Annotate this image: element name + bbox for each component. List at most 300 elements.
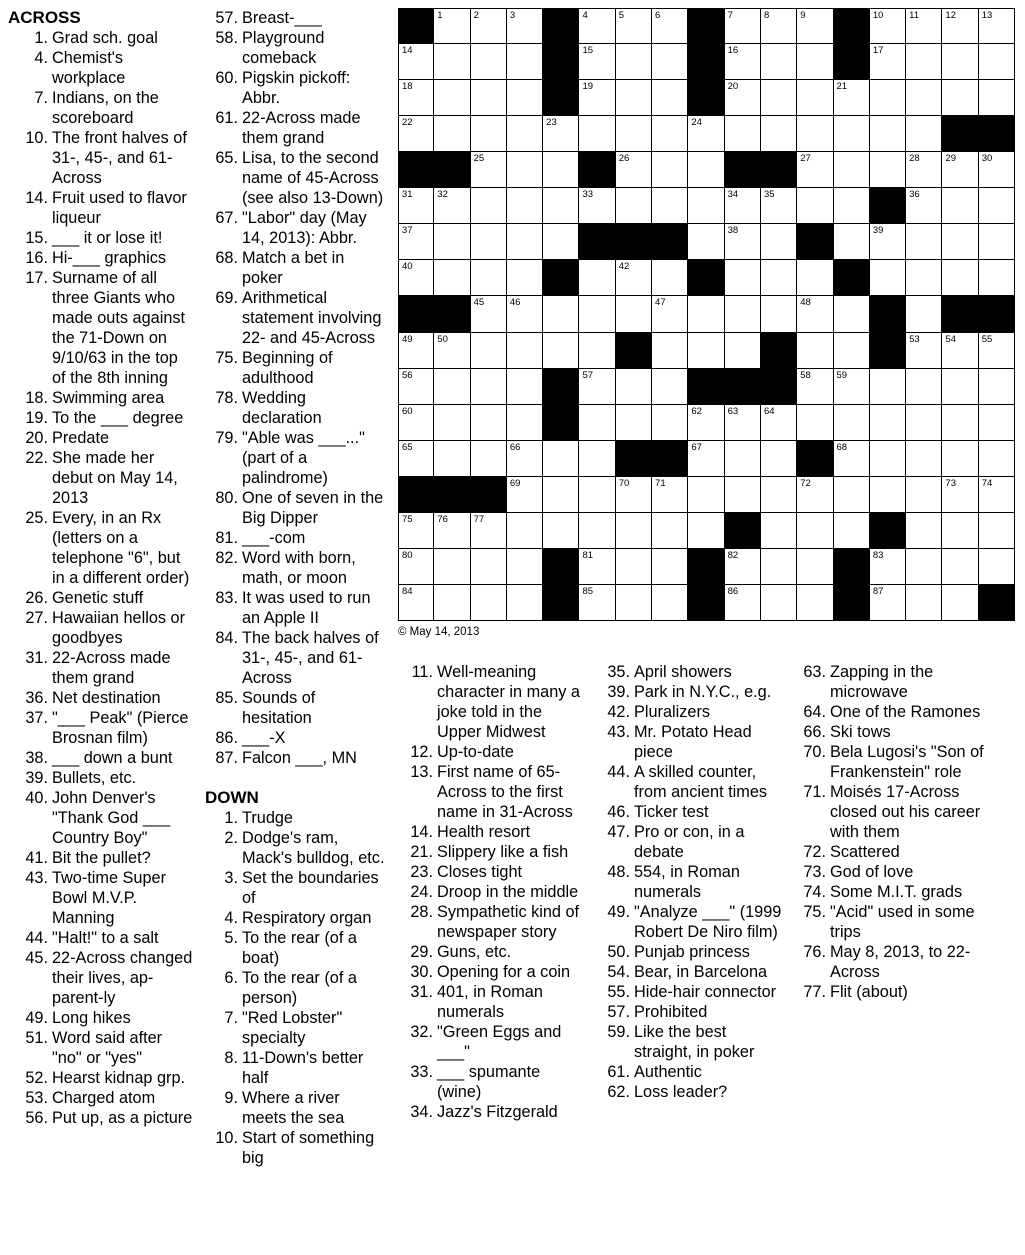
grid-cell[interactable]: [760, 584, 797, 621]
grid-cell[interactable]: [542, 187, 579, 224]
grid-cell[interactable]: [941, 259, 978, 296]
grid-cell[interactable]: [724, 259, 761, 296]
grid-cell[interactable]: [869, 368, 906, 405]
grid-cell[interactable]: [905, 512, 942, 549]
grid-cell[interactable]: [433, 332, 470, 369]
grid-cell[interactable]: [724, 404, 761, 441]
clue-item: [798, 742, 988, 782]
grid-cell[interactable]: [796, 332, 833, 369]
grid-cell[interactable]: [869, 476, 906, 513]
clue-number: 51.: [25, 1029, 48, 1047]
grid-cell[interactable]: [941, 79, 978, 116]
clue-text: Park in N.Y.C., e.g.: [634, 683, 772, 701]
grid-cell[interactable]: [433, 223, 470, 260]
grid-cell[interactable]: [506, 223, 543, 260]
clue-number: 80.: [215, 489, 238, 507]
grid-cell[interactable]: [615, 151, 652, 188]
grid-cell[interactable]: [978, 187, 1015, 224]
grid-cell[interactable]: [578, 584, 615, 621]
grid-cell[interactable]: [941, 187, 978, 224]
grid-cell[interactable]: [578, 368, 615, 405]
grid-cell[interactable]: [869, 223, 906, 260]
grid-cell[interactable]: [796, 115, 833, 152]
clue-number: 13.: [410, 763, 433, 781]
cell-number: 11: [909, 10, 919, 21]
clue-text: Lisa, to the second name of 45-Across (see also 13-Down): [242, 149, 384, 207]
grid-cell[interactable]: [615, 115, 652, 152]
grid-cell[interactable]: [796, 43, 833, 80]
cell-number: 49: [402, 333, 413, 345]
grid-cell[interactable]: [941, 332, 978, 369]
grid-cell[interactable]: [724, 8, 761, 44]
grid-cell[interactable]: [760, 187, 797, 224]
grid-cell[interactable]: [796, 187, 833, 224]
grid-cell[interactable]: [796, 151, 833, 188]
cell-number: 15: [582, 45, 594, 57]
grid-cell[interactable]: [506, 368, 543, 405]
grid-cell[interactable]: [869, 259, 906, 296]
grid-cell[interactable]: [833, 476, 870, 513]
grid-cell[interactable]: [433, 512, 470, 549]
grid-cell[interactable]: [833, 187, 870, 224]
grid-cell[interactable]: [542, 476, 579, 513]
grid-cell[interactable]: [760, 404, 797, 441]
grid-cell[interactable]: [833, 115, 870, 152]
grid-cell[interactable]: [615, 8, 652, 44]
grid-cell[interactable]: [941, 368, 978, 405]
grid-cell[interactable]: [978, 512, 1015, 549]
clue-item: [798, 842, 988, 862]
grid-cell[interactable]: [687, 512, 724, 549]
grid-cell[interactable]: [941, 43, 978, 80]
grid-cell[interactable]: [796, 476, 833, 513]
grid-cell[interactable]: [578, 332, 615, 369]
grid-cell[interactable]: [651, 115, 688, 152]
grid-cell[interactable]: [687, 440, 724, 477]
grid-cell[interactable]: [651, 295, 688, 332]
grid-cell[interactable]: [941, 223, 978, 260]
grid-cell[interactable]: [433, 368, 470, 405]
grid-cell[interactable]: [651, 151, 688, 188]
clue-item: [602, 762, 787, 802]
clue-item: [405, 942, 585, 962]
grid-cell[interactable]: [506, 187, 543, 224]
grid-cell[interactable]: [578, 440, 615, 477]
grid-cell[interactable]: [796, 404, 833, 441]
clue-item: [602, 1022, 787, 1062]
grid-cell[interactable]: [506, 332, 543, 369]
grid-cell[interactable]: [470, 332, 507, 369]
grid-cell[interactable]: [724, 295, 761, 332]
grid-cell[interactable]: [615, 404, 652, 441]
black-square: [687, 43, 724, 80]
grid-cell[interactable]: [687, 295, 724, 332]
grid-cell[interactable]: [542, 295, 579, 332]
grid-cell[interactable]: [615, 512, 652, 549]
grid-cell[interactable]: [687, 332, 724, 369]
grid-cell[interactable]: [615, 368, 652, 405]
grid-cell[interactable]: [978, 79, 1015, 116]
grid-cell[interactable]: [905, 332, 942, 369]
grid-cell[interactable]: [941, 584, 978, 621]
grid-cell[interactable]: [578, 8, 615, 44]
grid-cell[interactable]: [578, 187, 615, 224]
grid-cell[interactable]: [978, 259, 1015, 296]
grid-cell[interactable]: [687, 151, 724, 188]
grid-cell[interactable]: [651, 368, 688, 405]
grid-cell[interactable]: [615, 187, 652, 224]
grid-cell[interactable]: [506, 512, 543, 549]
grid-cell[interactable]: [760, 115, 797, 152]
clue-number: 72.: [803, 843, 826, 861]
grid-cell[interactable]: [433, 8, 470, 44]
grid-cell[interactable]: [905, 404, 942, 441]
grid-cell[interactable]: [796, 295, 833, 332]
black-square: [687, 368, 724, 405]
grid-cell[interactable]: [398, 43, 434, 80]
grid-cell[interactable]: [905, 79, 942, 116]
grid-cell[interactable]: [433, 404, 470, 441]
black-square: [869, 187, 906, 224]
grid-cell[interactable]: [687, 115, 724, 152]
grid-cell[interactable]: [651, 548, 688, 585]
grid-cell[interactable]: [760, 440, 797, 477]
grid-cell[interactable]: [470, 404, 507, 441]
grid-cell[interactable]: [433, 115, 470, 152]
grid-cell[interactable]: [833, 368, 870, 405]
black-square: [687, 548, 724, 585]
grid-cell[interactable]: [506, 43, 543, 80]
grid-cell[interactable]: [833, 440, 870, 477]
clue-text: Fruit used to flavor liqueur: [52, 189, 187, 227]
grid-cell[interactable]: [615, 295, 652, 332]
grid-cell[interactable]: [398, 332, 434, 369]
cell-number: 59: [836, 369, 848, 381]
grid-cell[interactable]: [433, 43, 470, 80]
cell-number: 58: [800, 369, 811, 381]
grid-cell[interactable]: [905, 115, 942, 152]
grid-cell[interactable]: [833, 223, 870, 260]
grid-cell[interactable]: [398, 548, 434, 585]
grid-cell[interactable]: [760, 259, 797, 296]
clue-number: 87.: [215, 749, 238, 767]
grid-cell[interactable]: [905, 259, 942, 296]
clue-item: [602, 722, 787, 762]
grid-cell[interactable]: [470, 223, 507, 260]
grid-cell[interactable]: [433, 440, 470, 477]
grid-cell[interactable]: [651, 476, 688, 513]
grid-cell[interactable]: [470, 43, 507, 80]
grid-cell[interactable]: [578, 43, 615, 80]
grid-cell[interactable]: [760, 512, 797, 549]
grid-cell[interactable]: [833, 151, 870, 188]
grid-cell[interactable]: [470, 8, 507, 44]
grid-cell[interactable]: [578, 79, 615, 116]
grid-cell[interactable]: [869, 151, 906, 188]
grid-cell[interactable]: [687, 404, 724, 441]
clue-number: 10.: [215, 1129, 238, 1147]
grid-cell[interactable]: [433, 79, 470, 116]
grid-cell[interactable]: [905, 151, 942, 188]
grid-cell[interactable]: [506, 259, 543, 296]
grid-cell[interactable]: [398, 115, 434, 152]
grid-cell[interactable]: [905, 548, 942, 585]
clue-number: 79.: [215, 429, 238, 447]
grid-cell[interactable]: [905, 8, 942, 44]
grid-cell[interactable]: [651, 8, 688, 44]
grid-cell[interactable]: [833, 404, 870, 441]
grid-cell[interactable]: [978, 548, 1015, 585]
grid-cell[interactable]: [470, 440, 507, 477]
grid-cell[interactable]: [506, 115, 543, 152]
clue-item: [8, 28, 193, 48]
grid-cell[interactable]: [905, 43, 942, 80]
grid-cell[interactable]: [615, 548, 652, 585]
grid-cell[interactable]: [760, 295, 797, 332]
grid-cell[interactable]: [941, 512, 978, 549]
clue-item: [8, 768, 193, 788]
clue-number: 1.: [224, 809, 238, 827]
grid-cell[interactable]: [978, 404, 1015, 441]
grid-cell[interactable]: [869, 440, 906, 477]
grid-cell[interactable]: [578, 476, 615, 513]
grid-cell[interactable]: [869, 79, 906, 116]
grid-cell[interactable]: [869, 115, 906, 152]
grid-cell[interactable]: [905, 584, 942, 621]
cell-number: 12: [945, 10, 956, 21]
grid-cell[interactable]: [869, 404, 906, 441]
grid-cell[interactable]: [941, 476, 978, 513]
grid-cell[interactable]: [506, 79, 543, 116]
grid-cell[interactable]: [905, 476, 942, 513]
black-square: [542, 404, 579, 441]
grid-cell[interactable]: [506, 476, 543, 513]
grid-cell[interactable]: [796, 512, 833, 549]
grid-cell[interactable]: [398, 404, 434, 441]
grid-cell[interactable]: [470, 259, 507, 296]
cell-number: 82: [727, 549, 739, 561]
grid-cell[interactable]: [724, 332, 761, 369]
clue-item: [205, 928, 385, 968]
grid-cell[interactable]: [470, 584, 507, 621]
grid-cell[interactable]: [724, 115, 761, 152]
grid-cell[interactable]: [433, 259, 470, 296]
grid-cell[interactable]: [615, 79, 652, 116]
black-square: [433, 476, 470, 513]
grid-cell[interactable]: [578, 295, 615, 332]
grid-cell[interactable]: [398, 259, 434, 296]
grid-cell[interactable]: [724, 223, 761, 260]
clue-item: [8, 128, 193, 188]
grid-cell[interactable]: [724, 79, 761, 116]
grid-cell[interactable]: [687, 476, 724, 513]
grid-cell[interactable]: [578, 259, 615, 296]
black-square: [542, 43, 579, 80]
grid-cell[interactable]: [905, 187, 942, 224]
grid-cell[interactable]: [978, 476, 1015, 513]
grid-cell[interactable]: [578, 115, 615, 152]
clue-item: [798, 982, 988, 1002]
grid-cell[interactable]: [724, 440, 761, 477]
grid-cell[interactable]: [506, 584, 543, 621]
clue-item: [405, 862, 585, 882]
grid-cell[interactable]: [724, 43, 761, 80]
black-square: [398, 151, 434, 188]
grid-cell[interactable]: [506, 404, 543, 441]
grid-cell[interactable]: [941, 440, 978, 477]
grid-cell[interactable]: [687, 187, 724, 224]
cell-number: 3: [509, 10, 516, 21]
grid-cell[interactable]: [470, 151, 507, 188]
grid-cell[interactable]: [506, 295, 543, 332]
grid-cell[interactable]: [542, 223, 579, 260]
grid-cell[interactable]: [542, 332, 579, 369]
clue-text: To the rear (of a boat): [242, 929, 357, 967]
grid-cell[interactable]: [506, 548, 543, 585]
grid-cell[interactable]: [978, 151, 1015, 188]
grid-cell[interactable]: [470, 512, 507, 549]
grid-cell[interactable]: [941, 8, 978, 44]
grid-cell[interactable]: [833, 332, 870, 369]
clue-text: Dodge's ram, Mack's bulldog, etc.: [242, 829, 385, 867]
grid-cell[interactable]: [651, 259, 688, 296]
grid-cell[interactable]: [978, 8, 1015, 44]
grid-cell[interactable]: [470, 548, 507, 585]
cell-number: 57: [582, 369, 594, 381]
grid-cell[interactable]: [398, 79, 434, 116]
grid-cell[interactable]: [796, 259, 833, 296]
clue-item: [205, 148, 385, 208]
grid-cell[interactable]: [978, 368, 1015, 405]
grid-cell[interactable]: [978, 332, 1015, 369]
grid-cell[interactable]: [869, 43, 906, 80]
copyright: © May 14, 2013: [398, 626, 480, 638]
grid-cell[interactable]: [760, 548, 797, 585]
grid-cell[interactable]: [796, 584, 833, 621]
grid-cell[interactable]: [833, 295, 870, 332]
cell-number: 75: [402, 513, 413, 525]
grid-cell[interactable]: [470, 295, 507, 332]
grid-cell[interactable]: [724, 187, 761, 224]
grid-cell[interactable]: [796, 8, 833, 44]
grid-cell[interactable]: [398, 187, 434, 224]
grid-cell[interactable]: [615, 584, 652, 621]
grid-cell[interactable]: [578, 512, 615, 549]
grid-cell[interactable]: [398, 512, 434, 549]
grid-cell[interactable]: [398, 223, 434, 260]
grid-cell[interactable]: [651, 79, 688, 116]
grid-cell[interactable]: [651, 332, 688, 369]
grid-cell[interactable]: [905, 368, 942, 405]
grid-cell[interactable]: [833, 512, 870, 549]
grid-cell[interactable]: [760, 476, 797, 513]
grid-cell[interactable]: [542, 440, 579, 477]
grid-cell[interactable]: [615, 259, 652, 296]
grid-cell[interactable]: [905, 295, 942, 332]
clue-item: [405, 662, 585, 742]
grid-cell[interactable]: [651, 584, 688, 621]
grid-cell[interactable]: [615, 476, 652, 513]
grid-cell[interactable]: [470, 115, 507, 152]
grid-cell[interactable]: [869, 548, 906, 585]
grid-cell[interactable]: [470, 187, 507, 224]
grid-cell[interactable]: [796, 79, 833, 116]
grid-cell[interactable]: [869, 584, 906, 621]
grid-cell[interactable]: [978, 223, 1015, 260]
grid-cell[interactable]: [941, 151, 978, 188]
grid-cell[interactable]: [433, 187, 470, 224]
clue-text: Grad sch. goal: [52, 29, 158, 47]
grid-cell[interactable]: [941, 548, 978, 585]
grid-cell[interactable]: [724, 476, 761, 513]
grid-cell[interactable]: [796, 368, 833, 405]
grid-cell[interactable]: [724, 548, 761, 585]
grid-cell[interactable]: [760, 79, 797, 116]
clue-text: Flit (about): [830, 983, 908, 1001]
grid-cell[interactable]: [941, 404, 978, 441]
grid-cell[interactable]: [542, 115, 579, 152]
grid-cell[interactable]: [760, 223, 797, 260]
clue-number: 39.: [25, 769, 48, 787]
grid-cell[interactable]: [433, 548, 470, 585]
grid-cell[interactable]: [470, 368, 507, 405]
clue-item: [205, 8, 385, 28]
black-square: [833, 584, 870, 621]
grid-cell[interactable]: [398, 584, 434, 621]
black-square: [542, 259, 579, 296]
grid-cell[interactable]: [796, 548, 833, 585]
grid-cell[interactable]: [905, 223, 942, 260]
grid-cell[interactable]: [615, 43, 652, 80]
grid-cell[interactable]: [578, 548, 615, 585]
clue-item: [8, 268, 193, 388]
grid-cell[interactable]: [542, 151, 579, 188]
cell-number: 71: [655, 477, 666, 489]
black-square: [433, 295, 470, 332]
grid-cell[interactable]: [724, 584, 761, 621]
grid-cell[interactable]: [651, 43, 688, 80]
cell-number: 24: [691, 117, 702, 129]
grid-cell[interactable]: [578, 404, 615, 441]
grid-cell[interactable]: [760, 8, 797, 44]
grid-cell[interactable]: [905, 440, 942, 477]
clue-text: She made her debut on May 14, 2013: [52, 449, 178, 507]
grid-cell[interactable]: [651, 187, 688, 224]
grid-cell[interactable]: [470, 79, 507, 116]
grid-cell[interactable]: [506, 151, 543, 188]
grid-cell[interactable]: [760, 43, 797, 80]
grid-cell[interactable]: [978, 43, 1015, 80]
grid-cell[interactable]: [506, 440, 543, 477]
grid-cell[interactable]: [398, 440, 434, 477]
clue-number: 27.: [25, 609, 48, 627]
grid-cell[interactable]: [651, 404, 688, 441]
cell-number: 70: [618, 477, 630, 489]
grid-cell[interactable]: [542, 512, 579, 549]
grid-cell[interactable]: [398, 368, 434, 405]
grid-cell[interactable]: [978, 440, 1015, 477]
black-square: [542, 584, 579, 621]
cell-number: 2: [473, 10, 479, 21]
grid-cell[interactable]: [869, 8, 906, 44]
grid-cell[interactable]: [433, 584, 470, 621]
grid-cell[interactable]: [833, 79, 870, 116]
grid-cell[interactable]: [651, 512, 688, 549]
grid-cell[interactable]: [506, 8, 543, 44]
grid-cell[interactable]: [687, 223, 724, 260]
cell-number: 32: [437, 189, 448, 201]
cell-number: 45: [473, 297, 485, 309]
